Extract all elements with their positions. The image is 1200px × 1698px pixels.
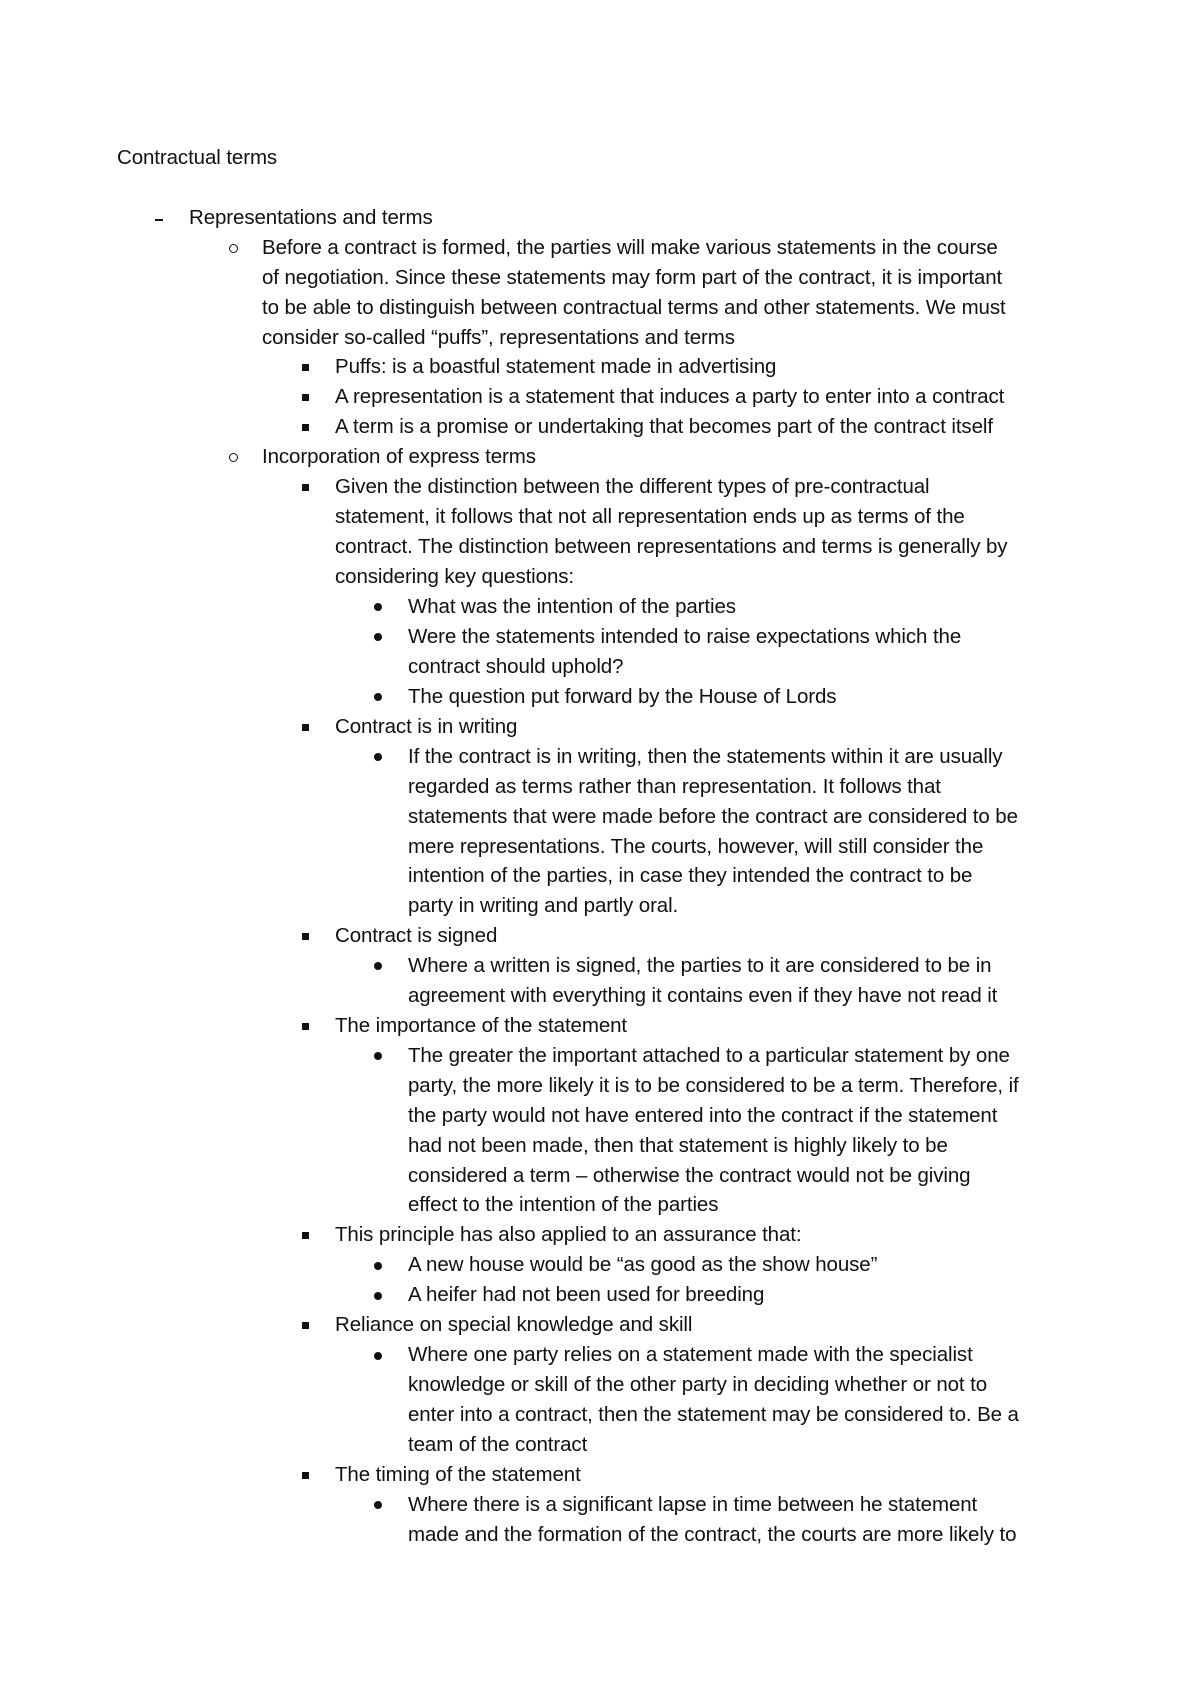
list-item: A heifer had not been used for breeding xyxy=(408,1283,765,1306)
bullet-square xyxy=(302,1472,309,1479)
bullet-square xyxy=(302,1023,309,1030)
list-item: A term is a promise or undertaking that becomes part of the contract itself xyxy=(335,415,993,438)
list-item: Before a contract is formed, the parties will make various statements in the course xyxy=(262,236,998,259)
bullet-dot xyxy=(374,1292,382,1300)
list-item-continuation: team of the contract xyxy=(408,1433,588,1456)
list-item-continuation: had not been made, then that statement is highly likely to be xyxy=(408,1134,948,1157)
list-item: Representations and terms xyxy=(189,206,433,229)
bullet-square xyxy=(302,1322,309,1329)
list-item-continuation: agreement with everything it contains even if they have not read it xyxy=(408,984,998,1007)
list-item: The timing of the statement xyxy=(335,1463,581,1486)
list-item-continuation: of negotiation. Since these statements may form part of the contract, it is important xyxy=(262,266,1003,289)
list-item-continuation: considering key questions: xyxy=(335,565,574,588)
bullet-square xyxy=(302,933,309,940)
list-item-continuation: mere representations. The courts, however, will still consider the xyxy=(408,835,984,858)
bullet-square xyxy=(302,724,309,731)
list-item-continuation: to be able to distinguish between contractual terms and other statements. We must xyxy=(262,296,1006,319)
bullet-dot xyxy=(374,603,382,611)
list-item: Were the statements intended to raise expectations which the xyxy=(408,625,962,648)
list-item: Where one party relies on a statement made with the specialist xyxy=(408,1343,973,1366)
list-item-continuation: party in writing and partly oral. xyxy=(408,894,679,917)
list-item-continuation: made and the formation of the contract, the courts are more likely to xyxy=(408,1523,1017,1546)
document-title: Contractual terms xyxy=(117,146,278,169)
list-item-continuation: statements that were made before the contract are considered to be xyxy=(408,805,1018,828)
bullet-square xyxy=(302,394,309,401)
list-item: Reliance on special knowledge and skill xyxy=(335,1313,693,1336)
list-item: Where there is a significant lapse in time between he statement xyxy=(408,1493,978,1516)
bullet-dot xyxy=(374,962,382,970)
list-item: Contract is in writing xyxy=(335,715,518,738)
list-item-continuation: contract should uphold? xyxy=(408,655,624,678)
list-item: Given the distinction between the different types of pre-contractual xyxy=(335,475,930,498)
bullet-square xyxy=(302,484,309,491)
list-item-continuation: party, the more likely it is to be considered to be a term. Therefore, if xyxy=(408,1074,1019,1097)
list-item: Where a written is signed, the parties to it are considered to be in xyxy=(408,954,992,977)
bullet-dot xyxy=(374,693,382,701)
list-item-continuation: consider so-called “puffs”, representations and terms xyxy=(262,326,735,349)
list-item-continuation: regarded as terms rather than representation. It follows that xyxy=(408,775,941,798)
bullet-dot xyxy=(374,1352,382,1360)
bullet-square xyxy=(302,424,309,431)
list-item: The greater the important attached to a particular statement by one xyxy=(408,1044,1010,1067)
list-item-continuation: effect to the intention of the parties xyxy=(408,1193,719,1216)
list-item: The importance of the statement xyxy=(335,1014,628,1037)
bullet-dot xyxy=(374,753,382,761)
bullet-square xyxy=(302,1232,309,1239)
list-item: The question put forward by the House of Lords xyxy=(408,685,837,708)
bullet-dot xyxy=(374,1501,382,1509)
list-item: A new house would be “as good as the show house” xyxy=(408,1253,878,1276)
list-item: Incorporation of express terms xyxy=(262,445,536,468)
bullet-dash xyxy=(155,219,163,221)
bullet-dot xyxy=(374,633,382,641)
list-item: Puffs: is a boastful statement made in advertising xyxy=(335,355,777,378)
list-item-continuation: statement, it follows that not all representation ends up as terms of the xyxy=(335,505,965,528)
bullet-dot xyxy=(374,1262,382,1270)
list-item-continuation: the party would not have entered into the contract if the statement xyxy=(408,1104,998,1127)
list-item: What was the intention of the parties xyxy=(408,595,736,618)
list-item-continuation: considered a term – otherwise the contract would not be giving xyxy=(408,1164,971,1187)
bullet-circle xyxy=(229,453,238,462)
list-item-continuation: contract. The distinction between representations and terms is generally by xyxy=(335,535,1008,558)
list-item: Contract is signed xyxy=(335,924,498,947)
list-item-continuation: knowledge or skill of the other party in deciding whether or not to xyxy=(408,1373,988,1396)
list-item-continuation: intention of the parties, in case they intended the contract to be xyxy=(408,864,973,887)
list-item: If the contract is in writing, then the statements within it are usually xyxy=(408,745,1003,768)
bullet-dot xyxy=(374,1052,382,1060)
list-item: This principle has also applied to an assurance that: xyxy=(335,1223,802,1246)
list-item-continuation: enter into a contract, then the statement may be considered to. Be a xyxy=(408,1403,1019,1426)
list-item: A representation is a statement that induces a party to enter into a contract xyxy=(335,385,1005,408)
bullet-square xyxy=(302,364,309,371)
bullet-circle xyxy=(229,244,238,253)
